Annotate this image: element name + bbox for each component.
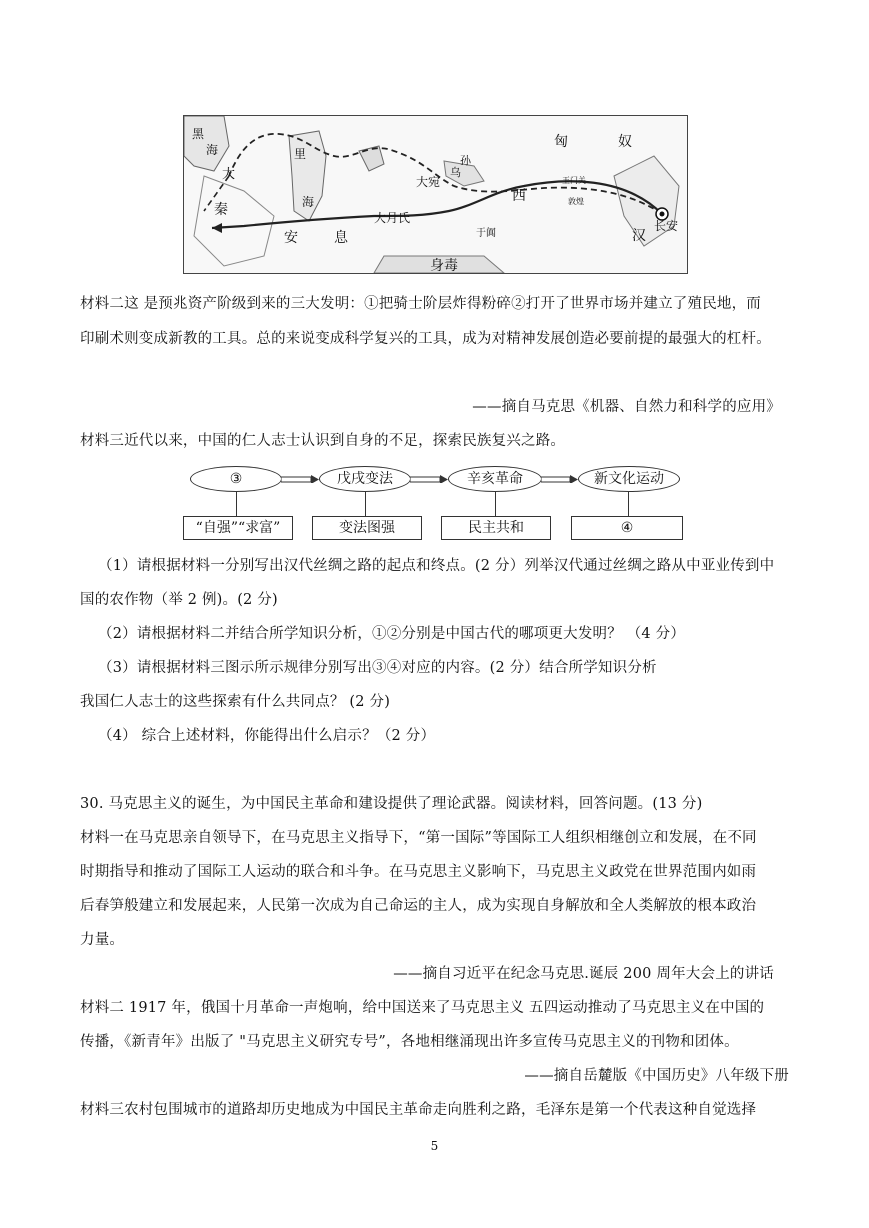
map-label-anxi-xi: 息 — [334, 230, 348, 246]
map-label-han: 汉 — [632, 228, 646, 244]
q30-material2-source: ——摘自岳麓版《中国历史》八年级下册 — [524, 1068, 789, 1084]
flow-stage-3: 辛亥革命 — [448, 466, 542, 492]
question-3a: （3）请根据材料三图示所示规律分别写出③④对应的内容。(2 分）结合所学知识分析 — [98, 660, 657, 676]
flow-connector-1 — [236, 492, 237, 516]
map-label-hai1: 海 — [206, 143, 219, 157]
question-1a: （1）请根据材料一分别写出汉代丝绸之路的起点和终点。(2 分）列举汉代通过丝绸之路从中亚业传到中 — [98, 558, 775, 574]
q30-material1-source: ——摘自习近平在纪念马克思.诞辰 200 周年大会上的讲话 — [393, 966, 774, 982]
flow-stage-2: 戊戌变法 — [319, 466, 411, 492]
flow-arrow-3 — [541, 475, 578, 483]
flow-stage-1: ③ — [190, 466, 282, 492]
flow-stage-4: 新文化运动 — [578, 466, 680, 492]
region-border — [194, 176, 274, 266]
flow-connector-3 — [495, 492, 496, 516]
map-label-qin: 秦 — [214, 202, 228, 218]
q30-title: 30. 马克思主义的诞生，为中国民主革命和建设提供了理论武器。阅读材料，回答问题。(13 分) — [80, 796, 703, 812]
map-label-hai2: 海 — [302, 195, 315, 209]
q30-material3-line1: 材料三农村包围城市的道路却历史地成为中国民主革命走向胜利之路，毛泽东是第一个代表这种自觉选择 — [80, 1102, 757, 1118]
q30-material2-line1: 材料二 1917 年，俄国十月革命一声炮响，给中国送来了马克思主义 五四运动推动了马克思主义在中国的 — [80, 1000, 765, 1016]
flow-connector-4 — [628, 492, 629, 516]
question-2: （2）请根据材料二并结合所学知识分析，①②分别是中国古代的哪项更大发明？ （4 分） — [98, 626, 686, 642]
map-label-dunhuang: 敦煌 — [568, 197, 584, 206]
map-label-hei: 黑 — [192, 127, 205, 141]
flow-connector-2 — [365, 492, 366, 516]
q30-material1-line1: 材料一在马克思亲自领导下，在马克思主义指导下，“第一国际”等国际工人组织相继创立和发展，在不同 — [80, 830, 757, 846]
map-label-shendu: 身毒 — [430, 258, 458, 273]
question-4: （4） 综合上述材料，你能得出什么启示？（2 分） — [98, 728, 436, 744]
map-label-changan: 长安 — [654, 219, 679, 233]
question-1b: 国的农作物（举 2 例)。(2 分) — [80, 592, 278, 608]
flow-arrow-2 — [410, 475, 448, 483]
map-graphic — [184, 116, 687, 273]
map-label-xiongnu-xiong: 匈 — [554, 134, 568, 150]
map-label-xi: 西 — [512, 188, 526, 204]
question-3b: 我国仁人志士的这些探索有什么共同点？ (2 分) — [80, 694, 391, 710]
map-label-yumenguan: 玉门关 — [562, 176, 586, 185]
changan-marker-dot — [660, 212, 665, 217]
map-label-xiongnu-nu: 奴 — [618, 134, 632, 150]
q30-material1-line3: 后春笋般建立和发展起来，人民第一次成为自己命运的主人，成为实现自身解放和全人类解放的根本政治 — [80, 898, 757, 914]
map-label-yutian: 于阗 — [476, 228, 496, 239]
map-label-wusun-wu: 乌 — [450, 166, 461, 179]
map-label-wusun-sun: 孙 — [460, 154, 471, 167]
flow-arrow-1 — [281, 475, 319, 483]
material2-source: ——摘自马克思《机器、自然力和科学的应用》 — [472, 399, 781, 415]
page-number: 5 — [430, 1139, 439, 1153]
q30-material1-line4: 力量。 — [80, 932, 125, 948]
material3-line: 材料三近代以来，中国的仁人志士认识到自身的不足，探索民族复兴之路。 — [80, 433, 566, 449]
silk-road-map — [183, 115, 688, 274]
q30-material1-line2: 时期指导和推动了国际工人运动的联合和斗争。在马克思主义影响下，马克思主义政党在世界范围内如雨 — [80, 864, 757, 880]
material2-line1: 材料二这 是预兆资产阶级到来的三大发明：①把骑士阶层炸得粉碎②打开了世界市场并建立了殖民地，而 — [80, 296, 762, 312]
flow-idea-3: 民主共和 — [441, 516, 551, 540]
map-label-dayuezhi: 大月氏 — [374, 211, 411, 225]
flow-idea-4: ④ — [571, 516, 683, 540]
aral-sea-shape — [359, 146, 384, 171]
flow-idea-1: “自强”“求富” — [183, 516, 293, 540]
flow-idea-2: 变法图强 — [312, 516, 422, 540]
q30-material2-line2: 传播，《新青年》出版了 "马克思主义研究专号”，各地相继涌现出许多宣传马克思主义的刊物和团体。 — [80, 1034, 739, 1050]
map-label-da: 大 — [222, 167, 236, 182]
route-arrowhead — [212, 223, 222, 233]
material2-line2: 印刷术则变成新教的工具。总的来说变成科学复兴的工具，成为对精神发展创造必要前提的最强大的杠杆。 — [80, 331, 771, 347]
map-label-dayuan: 大宛 — [416, 175, 441, 189]
map-label-anxi-an: 安 — [284, 230, 298, 246]
map-label-li: 里 — [294, 147, 307, 161]
